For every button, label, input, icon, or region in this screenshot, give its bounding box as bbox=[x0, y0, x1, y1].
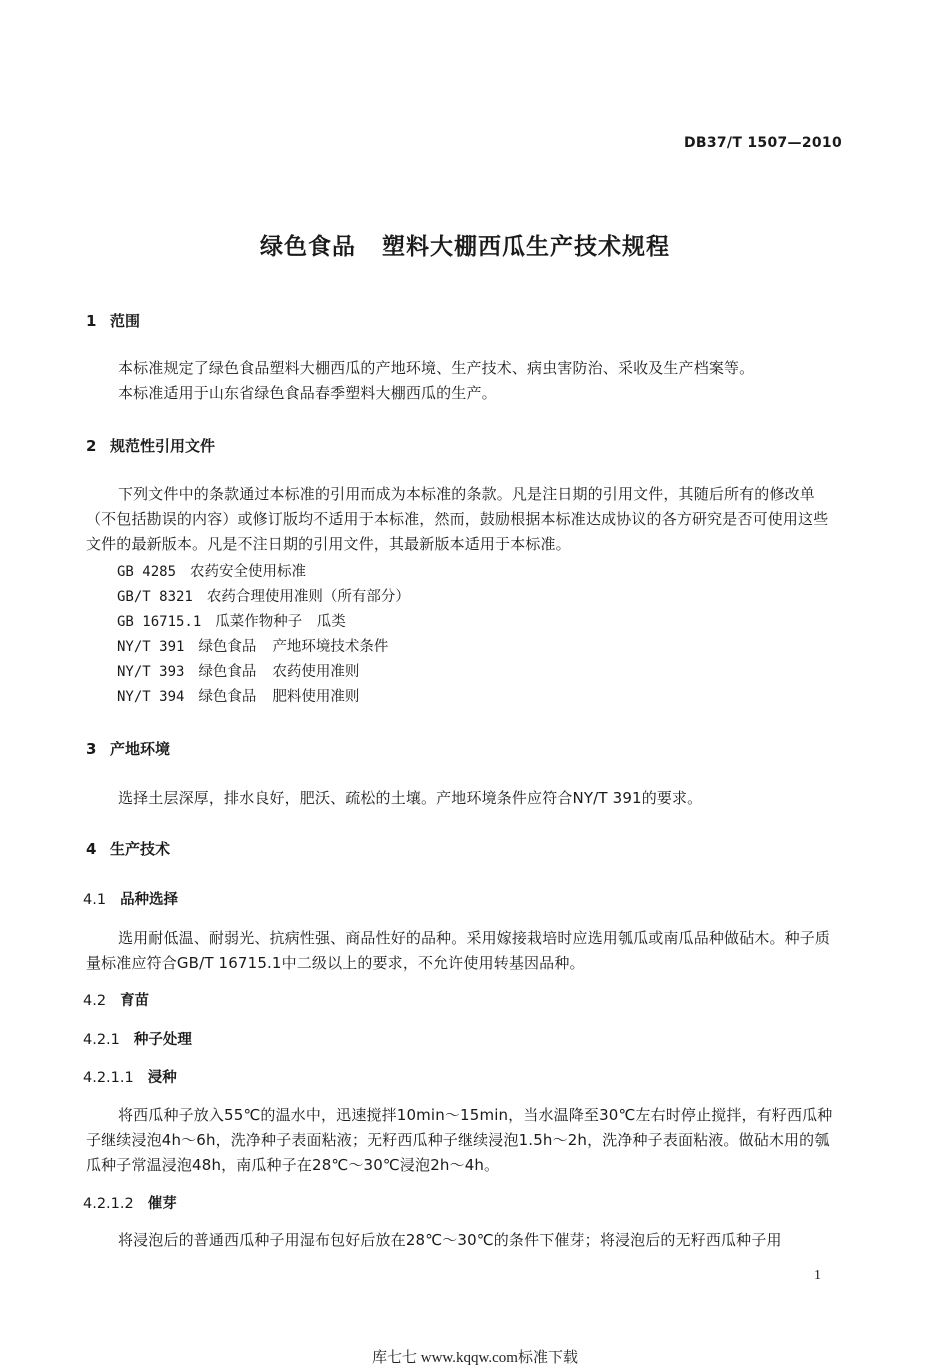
section-heading-2: 2 规范性引用文件 bbox=[86, 437, 216, 455]
reference-item: NY/T 391 绿色食品 产地环境技术条件 bbox=[117, 639, 389, 655]
section-heading-3: 3 产地环境 bbox=[86, 740, 171, 758]
title-part-1: 绿色食品 bbox=[260, 234, 356, 260]
section-1-paragraph-2: 本标准适用于山东省绿色食品春季塑料大棚西瓜的生产。 bbox=[118, 384, 497, 402]
subsection-heading-4-2-1-1: 4.2.1.1 浸种 bbox=[83, 1070, 177, 1086]
title-part-2: 塑料大棚西瓜生产技术规程 bbox=[382, 234, 670, 260]
document-title bbox=[0, 228, 930, 261]
standard-code: DB37/T 1507—2010 bbox=[683, 135, 842, 151]
subsection-heading-4-1: 4.1 品种选择 bbox=[83, 892, 179, 908]
reference-item: NY/T 393 绿色食品 农药使用准则 bbox=[117, 664, 360, 680]
section-2-paragraph-1: 下列文件中的条款通过本标准的引用而成为本标准的条款。凡是注日期的引用文件，其随后所有的修改单（不包括勘误的内容）或修订版均不适用于本标准，然而，鼓励根据本标准达成协议的各方研究是否可使用这些文件的最新版本。凡是不注日期的引用文件，其最新版本适用于本标准。 bbox=[86, 485, 829, 553]
subsection-4-1-paragraph: 选用耐低温、耐弱光、抗病性强、商品性好的品种。采用嫁接栽培时应选用瓠瓜或南瓜品种做砧木。种子质量标准应符合GB/T 16715.1中二级以上的要求，不允许使用转基因品种。 bbox=[86, 929, 831, 972]
section-3-paragraph-1: 选择土层深厚，排水良好，肥沃、疏松的土壤。产地环境条件应符合NY/T 391的要求。 bbox=[118, 789, 703, 807]
section-1-paragraph-1: 本标准规定了绿色食品塑料大棚西瓜的产地环境、生产技术、病虫害防治、采收及生产档案等。 bbox=[118, 359, 755, 377]
reference-item: GB 4285 农药安全使用标准 bbox=[117, 564, 307, 580]
reference-item: GB/T 8321 农药合理使用准则（所有部分） bbox=[117, 589, 410, 605]
footer-watermark: 库七七 www.kqqw.com标准下载 bbox=[372, 1350, 578, 1366]
reference-item: GB 16715.1 瓜菜作物种子 瓜类 bbox=[117, 614, 346, 630]
subsection-4-2-1-2-paragraph: 将浸泡后的普通西瓜种子用湿布包好后放在28℃～30℃的条件下催芽；将浸泡后的无籽西瓜种子用 bbox=[118, 1231, 782, 1249]
subsection-heading-4-2-1: 4.2.1 种子处理 bbox=[83, 1032, 192, 1048]
page-number: 1 bbox=[814, 1268, 821, 1283]
subsection-heading-4-2: 4.2 育苗 bbox=[83, 993, 150, 1009]
subsection-heading-4-2-1-2: 4.2.1.2 催芽 bbox=[83, 1196, 177, 1212]
section-heading-1: 1 范围 bbox=[86, 312, 141, 330]
reference-item: NY/T 394 绿色食品 肥料使用准则 bbox=[117, 689, 360, 705]
section-heading-4: 4 生产技术 bbox=[86, 840, 171, 858]
subsection-4-2-1-1-paragraph: 将西瓜种子放入55℃的温水中，迅速搅拌10min～15min，当水温降至30℃左右时停止搅拌，有籽西瓜种子继续浸泡4h～6h，洗净种子表面粘液；无籽西瓜种子继续浸泡1.5h～2h，洗净种子表面粘液。做砧木用的瓠瓜种子常温浸泡48h，南瓜种子在28℃～30℃浸泡2h～4h。 bbox=[86, 1106, 833, 1174]
